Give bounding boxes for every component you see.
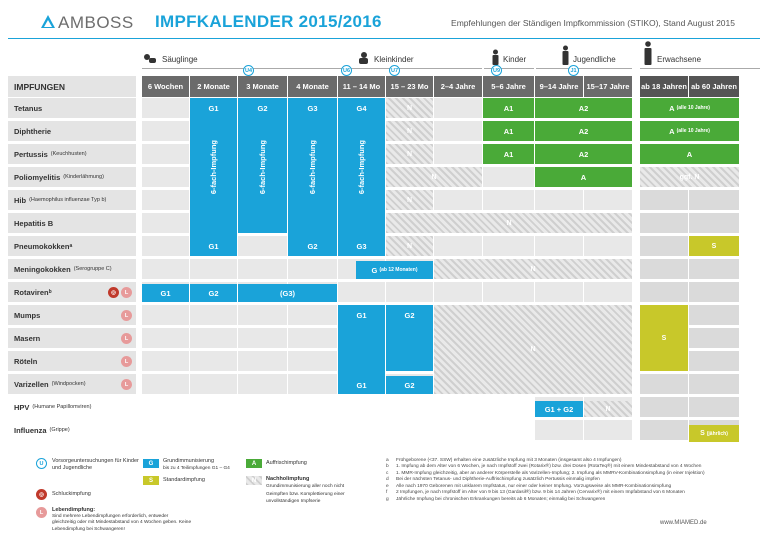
grid-cell [142,190,189,210]
footnote-text: Bei der nächsten Tetanus- und Diphtherie-Auffrischimpfung zusätzlich Pertussis einmalig impfen [396,477,600,483]
row-label-masern: Masern [8,328,136,348]
footer-url: www.MIAMED.de [660,520,707,526]
baby-icon [143,53,157,65]
row-label-diphtherie: Diphtherie [8,121,136,141]
u-legend-icon: U [36,458,47,469]
sixfach-2-monate [190,98,237,256]
row-label-pneumokokken: Pneumokokken a [8,236,136,256]
grid-cell [689,351,739,371]
grid-cell [434,236,482,256]
grid-cell [190,305,237,325]
grid-cell [142,144,189,164]
grid-cell [142,213,189,233]
row-label-varizellen: Varizellen (Windpocken) [8,374,136,394]
grid-cell [238,374,287,394]
age-15-23-mo: 15 – 23 Mo [386,76,433,97]
grid-cell [288,259,337,279]
masern-s: S [640,305,688,371]
grid-cell [288,305,337,325]
grid-cell [535,190,583,210]
grid-cell [190,374,237,394]
grid-cell [142,374,189,394]
mmr-g1-label: G1 [356,310,367,320]
diphtherie-a1: A1 [483,121,534,141]
footnote-letter: f [386,490,388,496]
grid-cell [434,190,482,210]
age-ab-18: ab 18 Jahren [640,76,688,97]
row-label-mumps: Mumps [8,305,136,325]
grid-cell [288,351,337,371]
grid-cell [142,259,189,279]
grid-cell [689,374,739,394]
tetanus-a2: A2 [535,98,632,118]
age-2-monate: 2 Monate [190,76,237,97]
nachhol-cell: N [386,121,433,141]
nachhol-cell: N [386,98,433,118]
group-line-erwachsene [640,68,760,69]
age-11-14-mo: 11 – 14 Mo [338,76,385,97]
flu-s: S (jährlich) [689,425,739,442]
grid-cell [640,236,688,256]
toddler-icon [356,52,370,65]
adult-icon [643,41,653,65]
meni-n: N [434,259,632,279]
mmr-g2-label: G2 [404,310,415,320]
sixfach-label: 6-fach-Impfung [209,140,218,195]
legend-u: Vorsorgeuntersuchungen für Kinder und Jugendliche [52,458,139,472]
grid-cell [142,305,189,325]
diphtherie-a2: A2 [535,121,632,141]
grid-cell [238,351,287,371]
grid-cell [238,259,287,279]
group-line-kleinkinder [342,68,482,69]
grid-cell [238,236,287,256]
legend-leben-title: Lebendimpfung: [52,507,96,513]
sixfach-label: 6-fach-Impfung [308,140,317,195]
sixfach-4-monate [288,98,337,256]
grid-cell [640,420,688,440]
legend-s-box: S [143,476,159,485]
grid-cell [142,121,189,141]
hpv-n: N [584,401,632,417]
grid-cell [689,259,739,279]
group-erwachsene: Erwachsene [657,55,702,64]
grid-cell [689,282,739,302]
lebend-legend-icon: L [36,507,47,518]
legend-n-box: N [246,476,262,485]
age-4-monate: 4 Monate [288,76,337,97]
group-line-jugendliche [536,68,632,69]
u-mark-u6: U6 [341,65,352,76]
schluck-icon: ◎ [108,287,119,298]
sixfach-11-14-mo [338,98,385,256]
child-icon [491,49,500,65]
footnote [386,497,756,503]
age-6-wochen: 6 Wochen [142,76,189,97]
impfungen-header: IMPFUNGEN [8,76,136,97]
grid-cell [689,213,739,233]
grid-cell [535,420,583,440]
footnote-text: 2 Impfungen, je nach Impfstoff im Alter von 9 bis 13 (Gardasil®) bzw. 9 bis 14 Jahren (Cervarix®) mit einem Impfabstand von 6 Monaten [396,490,685,496]
diphtherie-a-erw: A (alle 10 Jahre) [640,121,739,141]
legend-g: Grundimmunisierung bis zu 4 Teilimpfungen G1 – G4 [163,458,230,472]
vari-g2: G2 [386,376,433,394]
grid-cell [434,144,482,164]
grid-cell [190,328,237,348]
g4-label: G4 [356,103,367,113]
u-mark-u9: U9 [491,65,502,76]
legend-schluck: Schluckimpfung [52,491,91,497]
tetanus-a1: A1 [483,98,534,118]
row-label-hepatitis-b: Hepatitis B [8,213,136,233]
row-label-influenza: Influenza (Grippe) [8,420,136,440]
grid-cell [190,351,237,371]
nachhol-cell: N [386,236,433,256]
grid-cell [640,374,688,394]
grid-cell [142,328,189,348]
grid-cell [190,259,237,279]
grid-cell [689,190,739,210]
grid-cell [584,190,632,210]
u-mark-j1: J1 [568,65,579,76]
row-label-meningokokken: Meningokokken (Serogruppe C) [8,259,136,279]
grid-cell [640,282,688,302]
lebend-icon: L [121,333,132,344]
footnote-text: 1. MMR-Impfung gleichzeitig, aber an anderer Körperstelle als Varizellen-Impfung; 2. Impfung als MMRV-Kombinationsimpfung (in einer Injektion) [396,470,705,476]
footnotes [386,458,756,503]
grid-cell [386,282,433,302]
legend-s: Standardimpfung [163,477,205,483]
polio-a: A [535,167,632,187]
u-mark-u4: U4 [243,65,254,76]
row-label-roeteln: Röteln [8,351,136,371]
grid-cell [434,282,482,302]
page-subtitle: Empfehlungen der Ständigen Impfkommission (STIKO), Stand August 2015 [451,18,735,28]
pneumo-g1: G1 [190,236,237,256]
footnote-letter: b [386,464,389,470]
page-title: IMPFKALENDER 2015/2016 [155,12,382,31]
teen-icon [561,45,570,65]
pneumo-s: S [689,236,739,256]
lebend-icon: L [121,310,132,321]
grid-cell [338,282,385,302]
legend-leben-text: Sind mehrere Lebendimpfungen erforderlich, entweder gleichzeitig oder mit Mindestabstand von 4 Wochen geben. Keine Lebendimpfung bei Schwangeren! [52,514,192,532]
tetanus-a-erw: A (alle 10 Jahre) [640,98,739,118]
footnote-text: Frühgeborene (<37. SSW) erhalten eine zusätzliche Impfung mit 3 Monaten (insgesamt also 4 Impfungen) [396,458,622,463]
age-15-17-jahre: 15–17 Jahre [584,76,632,97]
mmr-n: N [434,305,632,394]
header-divider [8,38,760,39]
footnote-text: Alle nach 1970 Geborenen mit unklarem Impfstatus, nur einer oder keiner Impfung. Vorzugsweise als MMR-Kombinationsimpfung [396,483,672,489]
grid-cell [483,236,534,256]
rota-g1: G1 [142,284,189,302]
amboss-logo: AMBOSS [58,13,134,32]
row-label-hpv: HPV (Humane Papillomviren) [8,397,136,417]
age-9-14-jahre: 9–14 Jahre [535,76,583,97]
grid-cell [483,190,534,210]
legend-a: Auffrischimpfung [266,460,307,466]
grid-cell [142,351,189,371]
grid-cell [535,282,583,302]
pneumo-g3: G3 [338,236,385,256]
grid-cell [640,213,688,233]
nachhol-cell: N [386,167,482,187]
pertussis-a1: A1 [483,144,534,164]
row-label-rotaviren: Rotaviren b [8,282,136,302]
grid-cell [640,259,688,279]
age-5-6-jahre: 5–6 Jahre [483,76,534,97]
footnote-letter: e [386,483,389,489]
footnote-letter: c [386,470,389,476]
grid-cell [584,236,632,256]
age-2-4-jahre: 2–4 Jahre [434,76,482,97]
vari-g1: G1 [338,376,385,394]
g1-label: G1 [208,103,219,113]
grid-cell [288,374,337,394]
grid-cell [483,282,534,302]
grid-cell [434,98,482,118]
grid-cell [434,121,482,141]
lebend-icon: L [121,356,132,367]
rota-g2: G2 [190,284,237,302]
g2-label: G2 [257,103,268,113]
footnote-letter: g [386,496,389,502]
grid-cell [689,328,739,348]
hpv-g1g2: G1 + G2 [535,401,583,417]
schluck-legend-icon: ◎ [36,489,47,500]
group-kinder: Kinder [503,55,527,64]
g3-label: G3 [307,103,318,113]
grid-cell [288,328,337,348]
meni-g: G (ab 12 Monaten) [356,261,433,279]
grid-cell [142,236,189,256]
sixfach-label: 6-fach-Impfung [258,140,267,195]
grid-cell [584,282,632,302]
row-label-pertussis: Pertussis (Keuchhusten) [8,144,136,164]
row-label-polio: Poliomyelitis (Kinderlähmung) [8,167,136,187]
grid-cell [689,305,739,325]
group-line-saeuglinge [142,68,342,69]
sixfach-label: 6-fach-Impfung [357,140,366,195]
age-ab-60: ab 60 Jahren [689,76,739,97]
lebend-icon: L [121,379,132,390]
rota-g3: (G3) [238,284,337,302]
nachhol-cell: N [386,213,632,233]
grid-cell [238,328,287,348]
polio-ggf-n: ggf. N [640,167,739,187]
nachhol-cell: N [386,190,433,210]
amboss-logo-icon [40,14,56,30]
footnote-text: Jährliche Impfung bei chronischen Erkrankungen bereits ab 6 Monaten; einmalig bei Schwangeren [396,496,606,502]
group-saeuglinge: Säuglinge [162,55,198,64]
lebend-icon: L [121,287,132,298]
footnote-letter: a [386,458,389,463]
grid-cell [535,236,583,256]
age-3-monate: 3 Monate [238,76,287,97]
group-kleinkinder: Kleinkinder [374,55,414,64]
row-label-hib: Hib (Haemophilus influenzae Typ b) [8,190,136,210]
grid-cell [142,98,189,118]
grid-cell [689,397,739,417]
mmr-g2 [386,305,433,371]
nachhol-cell: N [386,144,433,164]
grid-cell [640,397,688,417]
grid-cell [142,167,189,187]
legend-n: Nachholimpfung Grundimmunisierung aller noch nicht Geimpften bzw. Komplettierung einer unvollständigen Impfserie [266,476,345,505]
legend-g-box: G [143,459,159,468]
grid-cell [640,190,688,210]
grid-cell [238,305,287,325]
legend-a-box: A [246,459,262,468]
sixfach-3-monate [238,98,287,233]
footnote-letter: d [386,477,389,483]
grid-cell [483,167,534,187]
pertussis-a2: A2 [535,144,632,164]
pertussis-a-erw: A [640,144,739,164]
row-label-tetanus: Tetanus [8,98,136,118]
pneumo-g2: G2 [288,236,337,256]
footnote-text: 1. Impfung ab dem Alter von 6 Wochen, je nach Impfstoff zwei (Rotarix®) bzw. drei Dosen (RotaTeq®) mit einem Mindestabstand von 4 Wochen [396,464,702,470]
grid-cell [584,420,632,440]
group-jugendliche: Jugendliche [573,55,616,64]
u-mark-u7: U7 [389,65,400,76]
